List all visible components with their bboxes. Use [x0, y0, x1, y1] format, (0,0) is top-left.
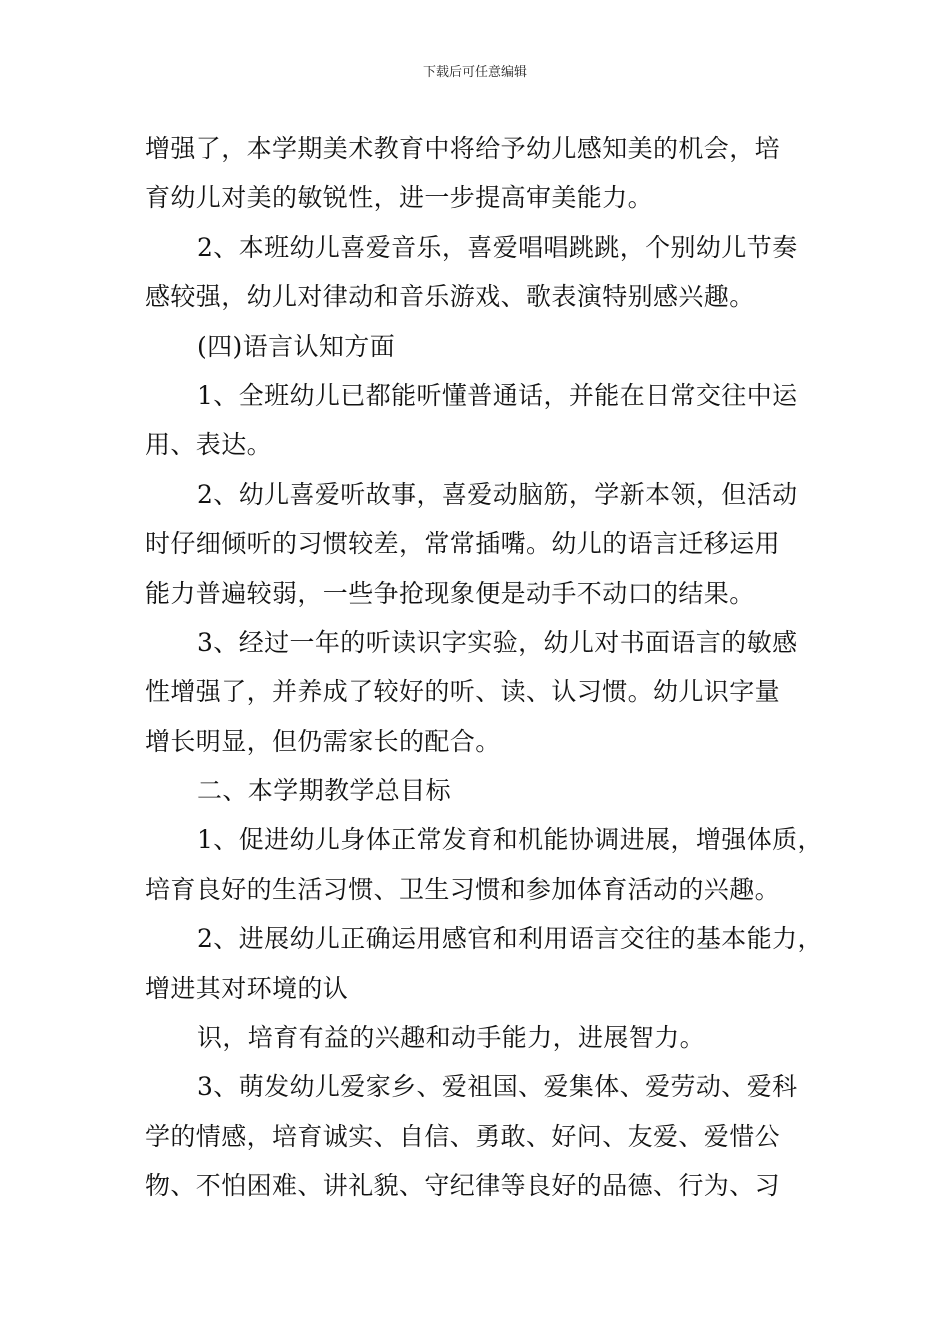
text-line: 2、本班幼儿喜爱音乐，喜爱唱唱跳跳，个别幼儿节奏 — [197, 232, 798, 262]
section-heading: (四)语言认知方面 — [197, 331, 396, 361]
text-line: 2、进展幼儿正确运用感官和利用语言交往的基本能力， — [197, 924, 823, 954]
text-line: 用、表达。 — [145, 430, 273, 460]
text-line: 性增强了，并养成了较好的听、读、认习惯。幼儿识字量 — [145, 677, 781, 707]
text-line: 1、促进幼儿身体正常发育和机能协调进展，增强体质， — [197, 825, 823, 855]
text-line: 3、经过一年的听读识字实验，幼儿对书面语言的敏感 — [197, 627, 798, 657]
text-line: 物、不怕困难、讲礼貌、守纪律等良好的品德、行为、习 — [145, 1171, 781, 1201]
document-body — [145, 124, 825, 1211]
text-line: 识，培育有益的兴趣和动手能力，进展智力。 — [197, 1023, 706, 1053]
text-line: 培育良好的生活习惯、卫生习惯和参加体育活动的兴趣。 — [145, 874, 781, 904]
text-line: 感较强，幼儿对律动和音乐游戏、歌表演特别感兴趣。 — [145, 282, 755, 312]
text-line: 能力普遍较弱，一些争抢现象便是动手不动口的结果。 — [145, 578, 755, 608]
text-line: 增长明显，但仍需家长的配合。 — [145, 726, 501, 756]
text-line: 时仔细倾听的习惯较差，常常插嘴。幼儿的语言迁移运用 — [145, 529, 781, 559]
section-heading: 二、本学期教学总目标 — [197, 776, 452, 806]
text-line: 学的情感，培育诚实、自信、勇敢、好问、友爱、爱惜公 — [145, 1121, 781, 1151]
text-line: 1、全班幼儿已都能听懂普通话，并能在日常交往中运 — [197, 380, 798, 410]
text-line: 2、幼儿喜爱听故事，喜爱动脑筋，学新本领，但活动 — [197, 479, 798, 509]
text-line: 育幼儿对美的敏锐性，进一步提高审美能力。 — [145, 183, 654, 213]
text-line: 增进其对环境的认 — [145, 973, 349, 1003]
text-line: 增强了，本学期美术教育中将给予幼儿感知美的机会，培 — [145, 134, 781, 163]
page-header: 下载后可任意编辑 — [422, 65, 527, 80]
text-line: 3、萌发幼儿爱家乡、爱祖国、爱集体、爱劳动、爱科 — [197, 1072, 798, 1102]
